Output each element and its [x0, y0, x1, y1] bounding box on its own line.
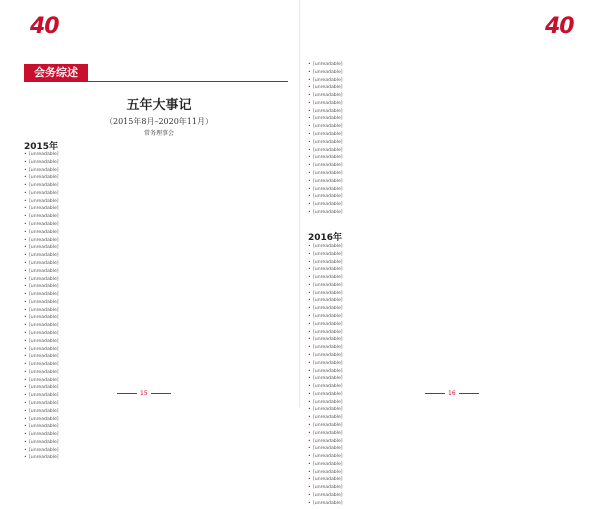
list-item: • [unreadable] — [308, 116, 578, 123]
list-item: • [unreadable] — [24, 222, 292, 229]
list-item: • [unreadable] — [308, 283, 578, 290]
list-item: • [unreadable] — [308, 260, 578, 267]
list-item: • [unreadable] — [308, 322, 578, 329]
section-divider — [88, 81, 288, 82]
article-subtitle: （2015年8月–2020年11月） — [105, 117, 213, 126]
list-item: • [unreadable] — [308, 361, 578, 368]
list-item: • [unreadable] — [24, 168, 292, 175]
list-item: • [unreadable] — [308, 501, 578, 508]
list-item: • [unreadable] — [308, 439, 578, 446]
list-item: • [unreadable] — [24, 323, 292, 330]
list-item: • [unreadable] — [24, 448, 292, 455]
list-item: • [unreadable] — [308, 345, 578, 352]
list-item: • [unreadable] — [308, 155, 578, 162]
list-item: • [unreadable] — [308, 187, 578, 194]
list-item: • [unreadable] — [308, 171, 578, 178]
page-gutter — [299, 0, 301, 407]
list-item: • [unreadable] — [308, 298, 578, 305]
list-item: • [unreadable] — [24, 393, 292, 400]
list-item: • [unreadable] — [24, 300, 292, 307]
list-item: • [unreadable] — [24, 199, 292, 206]
list-item: • [unreadable] — [24, 175, 292, 182]
list-item: • [unreadable] — [308, 369, 578, 376]
list-item: • [unreadable] — [24, 424, 292, 431]
event-list-right-bottom — [308, 244, 578, 509]
list-item: • [unreadable] — [308, 384, 578, 391]
list-item: • [unreadable] — [308, 252, 578, 259]
anniversary-logo-right — [545, 14, 574, 39]
list-item: • [unreadable] — [308, 330, 578, 337]
list-item: • [unreadable] — [308, 109, 578, 116]
list-item: • [unreadable] — [24, 362, 292, 369]
list-item: • [unreadable] — [24, 206, 292, 213]
list-item: • [unreadable] — [24, 308, 292, 315]
list-item: • [unreadable] — [308, 462, 578, 469]
logo-number-right: 40 — [545, 14, 574, 39]
logo-number-left: 40 — [30, 14, 59, 39]
list-item: • [unreadable] — [308, 446, 578, 453]
list-item: • [unreadable] — [24, 253, 292, 260]
list-item: • [unreadable] — [24, 370, 292, 377]
list-item: • [unreadable] — [24, 354, 292, 361]
list-item: • [unreadable] — [24, 409, 292, 416]
list-item: • [unreadable] — [24, 315, 292, 322]
list-item: • [unreadable] — [24, 378, 292, 385]
list-item: • [unreadable] — [308, 423, 578, 430]
list-item: • [unreadable] — [24, 432, 292, 439]
list-item: • [unreadable] — [24, 183, 292, 190]
list-item: • [unreadable] — [24, 339, 292, 346]
list-item: • [unreadable] — [308, 210, 578, 217]
page-number-right: 16 — [425, 390, 479, 397]
list-item: • [unreadable] — [24, 191, 292, 198]
list-item: • [unreadable] — [308, 431, 578, 438]
list-item: • [unreadable] — [24, 160, 292, 167]
list-item: • [unreadable] — [308, 93, 578, 100]
list-item: • [unreadable] — [308, 376, 578, 383]
list-item: • [unreadable] — [308, 470, 578, 477]
list-item: • [unreadable] — [24, 401, 292, 408]
list-item: • [unreadable] — [24, 261, 292, 268]
list-item: • [unreadable] — [24, 152, 292, 159]
list-item: • [unreadable] — [24, 417, 292, 424]
list-item: • [unreadable] — [308, 140, 578, 147]
list-item: • [unreadable] — [308, 306, 578, 313]
list-item: • [unreadable] — [24, 455, 292, 462]
list-item: • [unreadable] — [308, 163, 578, 170]
list-item: • [unreadable] — [308, 314, 578, 321]
list-item: • [unreadable] — [308, 493, 578, 500]
list-item: • [unreadable] — [308, 202, 578, 209]
list-item: • [unreadable] — [308, 132, 578, 139]
list-item: • [unreadable] — [24, 385, 292, 392]
list-item: • [unreadable] — [308, 407, 578, 414]
list-item: • [unreadable] — [308, 62, 578, 69]
list-item: • [unreadable] — [308, 477, 578, 484]
list-item: • [unreadable] — [308, 85, 578, 92]
list-item: • [unreadable] — [308, 392, 578, 399]
list-item: • [unreadable] — [308, 124, 578, 131]
article-title: 五年大事记 — [126, 98, 192, 113]
list-item: • [unreadable] — [308, 267, 578, 274]
list-item: • [unreadable] — [308, 244, 578, 251]
list-item: • [unreadable] — [24, 292, 292, 299]
list-item: • [unreadable] — [308, 70, 578, 77]
anniversary-logo-left — [30, 14, 59, 39]
list-item: • [unreadable] — [308, 415, 578, 422]
year-heading-2016: 2016年 — [308, 233, 343, 243]
list-item: • [unreadable] — [308, 353, 578, 360]
list-item: • [unreadable] — [24, 284, 292, 291]
list-item: • [unreadable] — [24, 269, 292, 276]
list-item: • [unreadable] — [24, 230, 292, 237]
section-tag: 会务综述 — [24, 64, 88, 82]
list-item: • [unreadable] — [308, 275, 578, 282]
list-item: • [unreadable] — [308, 454, 578, 461]
list-item: • [unreadable] — [308, 485, 578, 492]
list-item: • [unreadable] — [308, 291, 578, 298]
list-item: • [unreadable] — [24, 440, 292, 447]
list-item: • [unreadable] — [308, 101, 578, 108]
event-list-left — [24, 152, 292, 463]
list-item: • [unreadable] — [24, 214, 292, 221]
list-item: • [unreadable] — [308, 148, 578, 155]
list-item: • [unreadable] — [308, 78, 578, 85]
event-list-right-top — [308, 62, 578, 218]
list-item: • [unreadable] — [308, 337, 578, 344]
list-item: • [unreadable] — [24, 277, 292, 284]
list-item: • [unreadable] — [24, 238, 292, 245]
list-item: • [unreadable] — [24, 347, 292, 354]
list-item: • [unreadable] — [308, 179, 578, 186]
list-item: • [unreadable] — [24, 331, 292, 338]
article-author: 常务理事会 — [143, 130, 174, 137]
year-heading-2015: 2015年 — [24, 142, 59, 152]
list-item: • [unreadable] — [308, 194, 578, 201]
list-item: • [unreadable] — [308, 400, 578, 407]
page-number-left: 15 — [117, 390, 171, 397]
list-item: • [unreadable] — [24, 245, 292, 252]
